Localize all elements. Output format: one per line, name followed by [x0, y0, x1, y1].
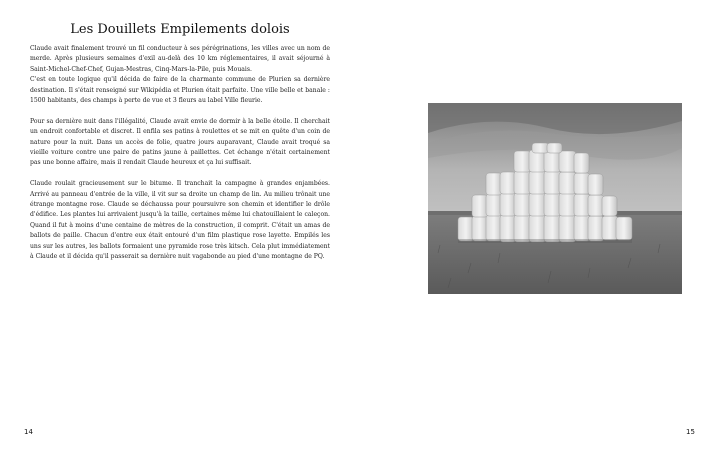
paragraph: C'est en toute logique qu'il décida de faire de la charmante commune de Plurien sa dernière destination. Il s'était renseigné sur Wikipédia et Plurien était parfaite. Une ville belle et banale : 1500 habitants, des champs à perte de vue et 3 fleurs au label Ville fleurie.	[30, 76, 330, 105]
chapter-body	[30, 44, 330, 273]
paragraph: Pour sa dernière nuit dans l'illégalité, Claude avait envie de dormir à la belle étoile. Il cherchait un endroit confortable et discret. Il enfila ses patins à roulettes et se mit en quête d'un coin de nature pour la nuit. Dans un accès de folie, quatre jours auparavant, Claude avait troqué sa vieille voiture contre une paire de patins jaune à paillettes. Cet échange n'était certainement pas une bonne affaire, mais il rendait Claude heureux et ça lui suffisait.	[30, 117, 330, 167]
chapter-title: Les Douillets Empilements dolois	[70, 22, 290, 37]
page-number-right: 15	[686, 428, 695, 436]
paragraph: Claude roulait gracieusement sur le bitume. Il tranchait la campagne à grandes enjambées. Arrivé au panneau d'entrée de la ville, il vit sur sa droite un champ de lin. Au milieu trônait une étrange montagne rose. Claude se déchaussa pour poursuivre son chemin et identifier le drôle d'édifice. Les plantes lui arrivaient jusqu'à la taille, certaines même lui chatouillaient le caleçon. Quand il fut à moins d'une centaine de mètres de la construction, il comprit. C'était un amas de ballots de paille. Chacun d'entre eux était entouré d'un film plastique rose layette. Empilés les uns sur les autres, les ballots formaient une pyramide rose très kitsch. Cela plut immédiatement à Claude et il décida qu'il passerait sa dernière nuit vagabonde au pied d'une montagne de PQ.	[30, 180, 330, 261]
paragraph: Claude avait finalement trouvé un fil conducteur à ses pérégrinations, les villes avec un nom de merde. Après plusieurs semaines d'exil au-delà des 10 km réglementaires, il avait séjourné à Saint-Michel-Chef-Chef, Gujan-Mestras, Cinq-Mars-la-Pile, puis Mouais.	[30, 45, 330, 73]
right-page	[360, 0, 720, 454]
hay-bale-pyramid-photo	[428, 103, 682, 294]
page-number-left: 14	[24, 428, 33, 436]
